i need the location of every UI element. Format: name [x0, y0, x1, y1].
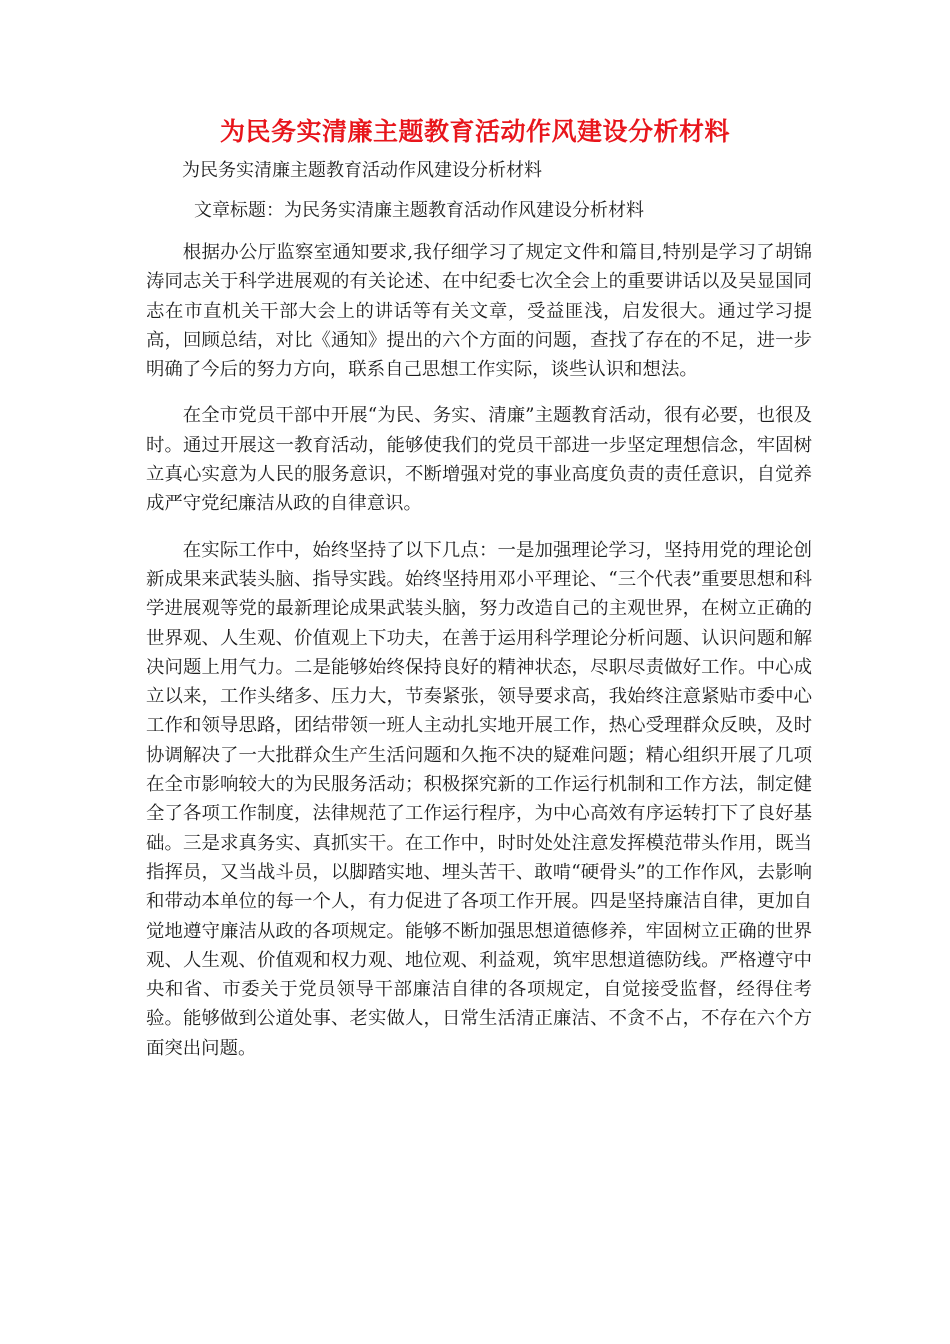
document-subtitle: 为民务实清廉主题教育活动作风建设分析材料 — [182, 160, 542, 181]
article-title-line: 文章标题：为民务实清廉主题教育活动作风建设分析材料 — [194, 200, 644, 221]
body-paragraph: 在全市党员干部中开展“为民、务实、清廉”主题教育活动，很有必要，也很及时。通过开展这一教育活动，能够使我们的党员干部进一步坚定理想信念，牢固树立真心实意为人民的服务意识，不断增强对党的事业高度负责的责任意识，自觉养成严守党纪廉洁从政的自律意识。 — [146, 405, 812, 515]
document-body — [146, 238, 812, 1080]
body-paragraph: 根据办公厅监察室通知要求,我仔细学习了规定文件和篇目,特别是学习了胡锦涛同志关于科学进展观的有关论述、在中纪委七次全会上的重要讲话以及吴显国同志在市直机关干部大会上的讲话等有关文章，受益匪浅，启发很大。通过学习提高，回顾总结，对比《通知》提出的六个方面的问题，查找了存在的不足，进一步明确了今后的努力方向，联系自己思想工作实际，谈些认识和想法。 — [146, 242, 812, 381]
document-title: 为民务实清廉主题教育活动作风建设分析材料 — [219, 117, 730, 146]
body-paragraph: 在实际工作中，始终坚持了以下几点：一是加强理论学习，坚持用党的理论创新成果来武装头脑、指导实践。始终坚持用邓小平理论、“三个代表”重要思想和科学进展观等党的最新理论成果武装头脑，努力改造自己的主观世界，在树立正确的世界观、人生观、价值观上下功夫，在善于运用科学理论分析问题、认识问题和解决问题上用气力。二是能够始终保持良好的精神状态，尽职尽责做好工作。中心成立以来，工作头绪多、压力大，节奏紧张，领导要求高，我始终注意紧贴市委中心工作和领导思路，团结带领一班人主动扎实地开展工作，热心受理群众反映，及时协调解决了一大批群众生产生活问题和久拖不决的疑难问题；精心组织开展了几项在全市影响较大的为民服务活动；积极探究新的工作运行机制和工作方法，制定健全了各项工作制度，法律规范了工作运行程序，为中心高效有序运转打下了良好基础。三是求真务实、真抓实干。在工作中，时时处处注意发挥模范带头作用，既当指挥员，又当战斗员，以脚踏实地、埋头苦干、敢啃“硬骨头”的工作作风，去影响和带动本单位的每一个人，有力促进了各项工作开展。四是坚持廉洁自律，更加自觉地遵守廉洁从政的各项规定。能够不断加强思想道德修养，牢固树立正确的世界观、人生观、价值观和权力观、地位观、利益观，筑牢思想道德防线。严格遵守中央和省、市委关于党员领导干部廉洁自律的各项规定，自觉接受监督，经得住考验。能够做到公道处事、老实做人，日常生活清正廉洁、不贪不占，不存在六个方面突出问题。 — [146, 539, 812, 1059]
